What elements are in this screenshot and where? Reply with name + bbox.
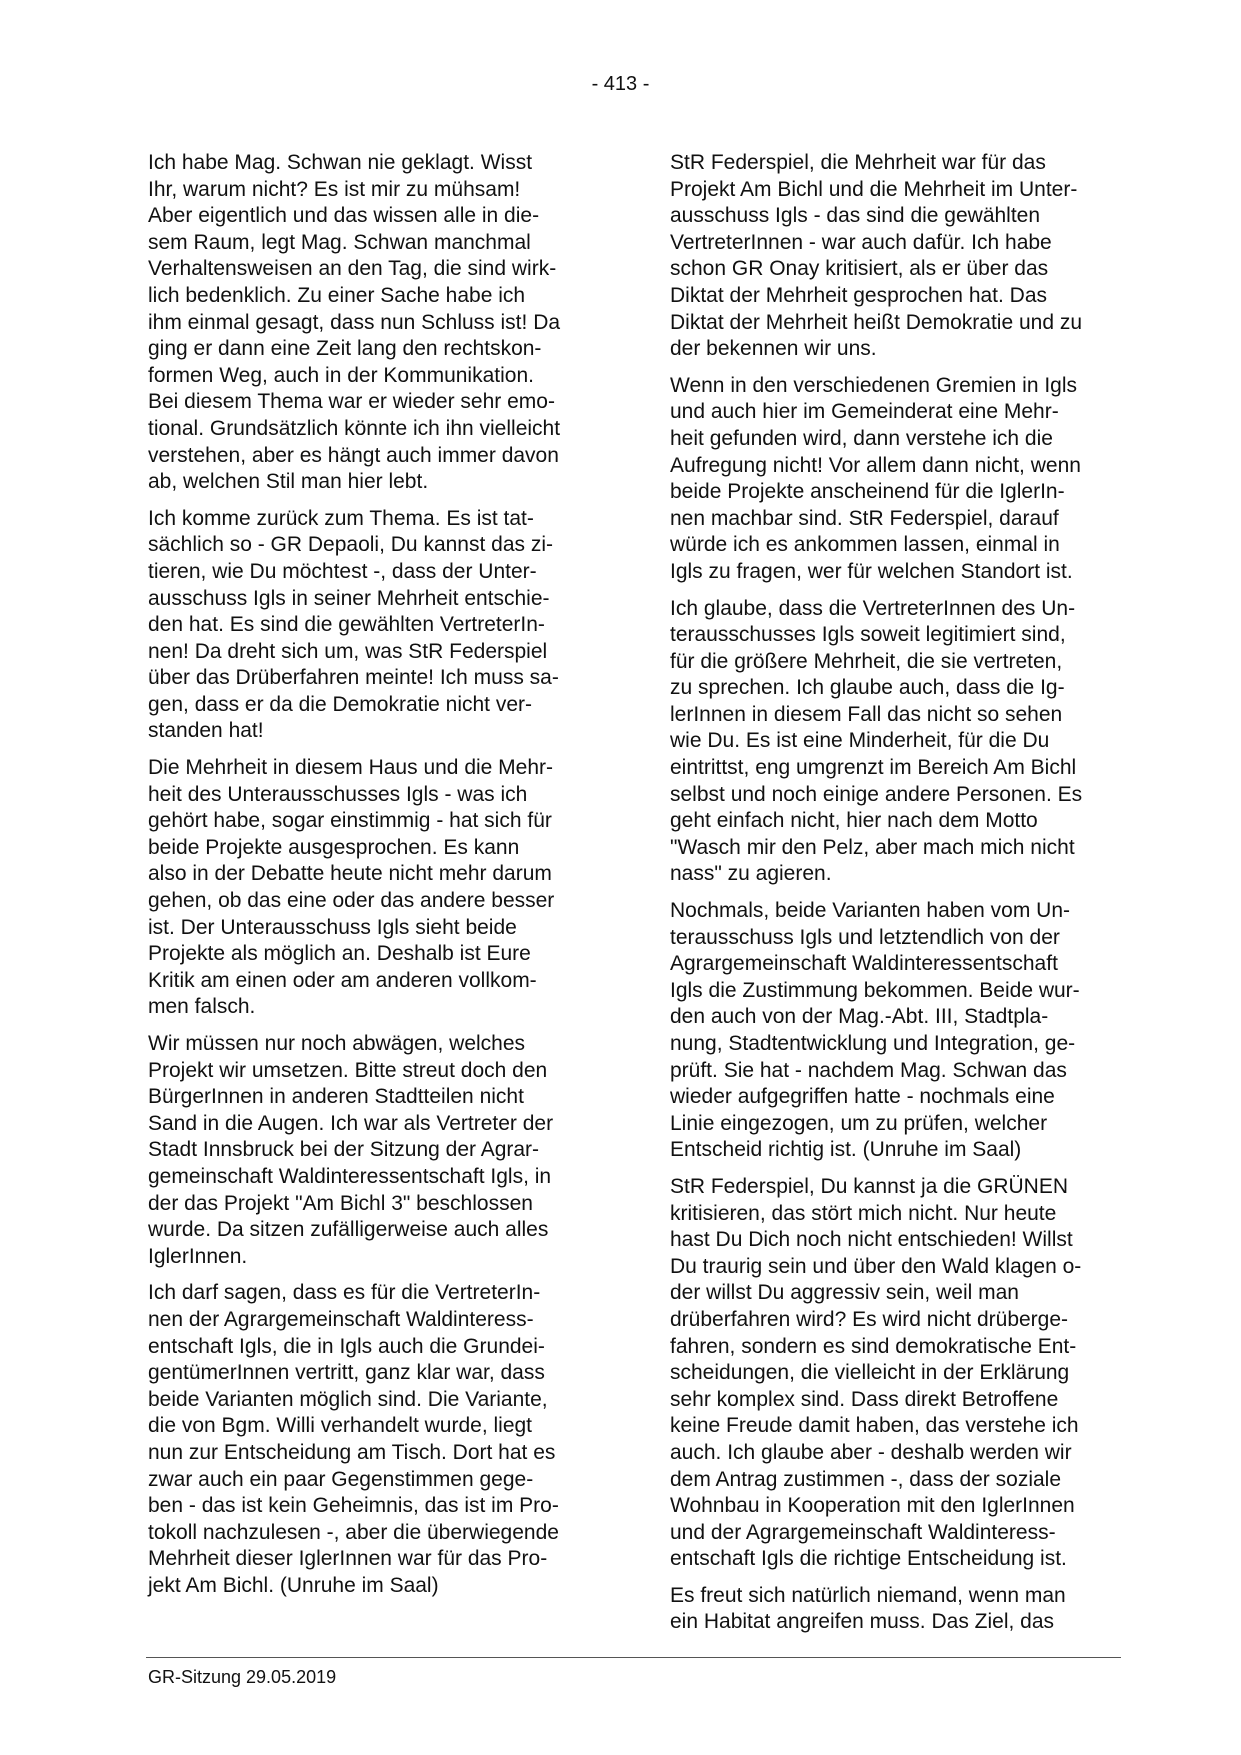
left-text-column [148,150,596,1609]
paragraph: StR Federspiel, Du kannst ja die GRÜNEN kritisieren, das stört mich nicht. Nur heute hast Du Dich noch nicht entschieden! Willst Du traurig sein und über den Wald klagen o- der willst Du aggressiv sein, weil man drüberfahren wird? Es wird nicht drüberge- fahren, sondern es sind demokratische Ent- scheidungen, die vielleicht in der Erklärung sehr komplex sind. Dass direkt Betroffene keine Freude damit haben, das verstehe ich auch. Ich glaube aber - deshalb werden wir dem Antrag zustimmen -, dass der soziale Wohnbau in Kooperation mit den IglerInnen und der Agrargemeinschaft Waldinteress- entschaft Igls die richtige Entscheidung ist. [670,1174,1082,1571]
footer-session-label: GR-Sitzung 29.05.2019 [148,1667,337,1687]
paragraph: Ich habe Mag. Schwan nie geklagt. Wisst Ihr, warum nicht? Es ist mir zu mühsam! Aber eigentlich und das wissen alle in die- sem Raum, legt Mag. Schwan manchmal Verhaltensweisen an den Tag, die sind wirk- lich bedenklich. Zu einer Sache habe ich ihm einmal gesagt, dass nun Schluss ist! Da ging er dann eine Zeit lang den rechtskon- formen Weg, auch in der Kommunikation. Bei diesem Thema war er wieder sehr emo- tional. Grundsätzlich könnte ich ihn vielleicht verstehen, aber es hängt auch immer davon ab, welchen Stil man hier lebt. [148,151,561,494]
paragraph: Es freut sich natürlich niemand, wenn man ein Habitat angreifen muss. Das Ziel, das [670,1583,1066,1634]
paragraph: StR Federspiel, die Mehrheit war für das Projekt Am Bichl und die Mehrheit im Unter- ausschuss Igls - das sind die gewählten VertreterInnen - war auch dafür. Ich habe schon GR Onay kritisiert, als er über das Diktat der Mehrheit gesprochen hat. Das Diktat der Mehrheit heißt Demokratie und zu der bekennen wir uns. [670,151,1083,361]
right-text-column [670,150,1118,1646]
paragraph: Ich darf sagen, dass es für die VertreterIn- nen der Agrargemeinschaft Waldinteress- entschaft Igls, die in Igls auch die Grundei- gentümerInnen vertritt, ganz klar war, dass beide Varianten möglich sind. Die Variante, die von Bgm. Willi verhandelt wurde, liegt nun zur Entscheidung am Tisch. Dort hat es zwar auch ein paar Gegenstimmen gege- ben - das ist kein Geheimnis, das ist im Pro- tokoll nachzulesen -, aber die überwiegende Mehrheit dieser IglerInnen war für das Pro- jekt Am Bichl. (Unruhe im Saal) [148,1281,559,1597]
paragraph: Die Mehrheit in diesem Haus und die Mehr- heit des Unterausschusses Igls - was ich gehört habe, sogar einstimmig - hat sich für beide Projekte ausgesprochen. Es kann also in der Debatte heute nicht mehr darum gehen, ob das eine oder das andere besser ist. Der Unterausschuss Igls sieht beide Projekte als möglich an. Deshalb ist Eure Kritik am einen oder am anderen vollkom- men falsch. [148,756,555,1019]
paragraph: Ich komme zurück zum Thema. Es ist tat- sächlich so - GR Depaoli, Du kannst das zi- tieren, wie Du möchtest -, dass der Unter- ausschuss Igls in seiner Mehrheit entschie- den hat. Es sind die gewählten VertreterIn- nen! Da dreht sich um, was StR Federspiel über das Drüberfahren meinte! Ich muss sa- gen, dass er da die Demokratie nicht ver- standen hat! [148,506,559,743]
paragraph: Wenn in den verschiedenen Gremien in Igls und auch hier im Gemeinderat eine Mehr- heit gefunden wird, dann verstehe ich die Aufregung nicht! Vor allem dann nicht, wenn beide Projekte anscheinend für die IglerIn- nen machbar sind. StR Federspiel, darauf würde ich es ankommen lassen, einmal in Igls zu fragen, wer für welchen Standort ist. [670,373,1081,583]
paragraph: Ich glaube, dass die VertreterInnen des Un- terausschusses Igls soweit legitimiert sind, für die größere Mehrheit, die sie vertreten, zu sprechen. Ich glaube auch, dass die Ig- lerInnen in diesem Fall das nicht so sehen wie Du. Es ist eine Minderheit, für die Du eintrittst, eng umgrenzt im Bereich Am Bichl selbst und noch einige andere Personen. Es geht einfach nicht, hier nach dem Motto "Wasch mir den Pelz, aber mach mich nicht nass" zu agieren. [670,596,1083,886]
page-number: - 413 - [591,73,650,95]
paragraph: Wir müssen nur noch abwägen, welches Projekt wir umsetzen. Bitte streut doch den BürgerInnen in anderen Stadtteilen nicht Sand in die Augen. Ich war als Vertreter der Stadt Innsbruck bei der Sitzung der Agrar- gemeinschaft Waldinteressentschaft Igls, in der das Projekt "Am Bichl 3" beschlossen wurde. Da sitzen zufälligerweise auch alles IglerInnen. [148,1032,554,1268]
paragraph: Nochmals, beide Varianten haben vom Un- terausschuss Igls und letztendlich von der Agrargemeinschaft Waldinteressentschaft Igls die Zustimmung bekommen. Beide wur- den auch von der Mag.-Abt. III, Stadtpla- nung, Stadtentwicklung und Integration, ge- prüft. Sie hat - nachdem Mag. Schwan das wieder aufgegriffen hatte - nochmals eine Linie eingezogen, um zu prüfen, welcher Entscheid richtig ist. (Unruhe im Saal) [670,899,1080,1162]
footer-divider [146,1657,1121,1658]
